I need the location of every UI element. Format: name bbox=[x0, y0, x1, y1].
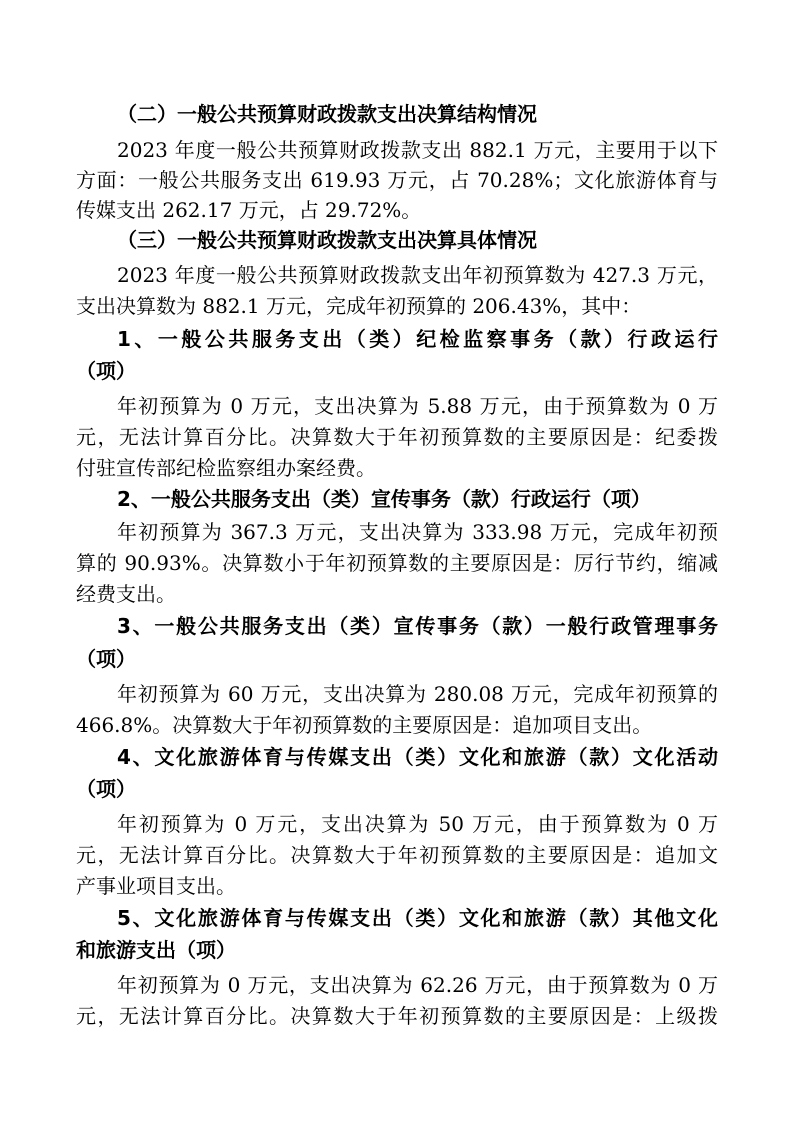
body-line: 经费支出。 bbox=[76, 582, 176, 606]
item-heading-1: 1、一般公共服务支出（类）纪检监察事务（款）行政运行 bbox=[117, 327, 718, 351]
item-heading-3-cont: （项） bbox=[76, 647, 136, 671]
item-heading-4: 4、文化旅游体育与传媒支出（类）文化和旅游（款）文化活动 bbox=[117, 745, 718, 769]
body-line: 年初预算为 367.3 万元，支出决算为 333.98 万元，完成年初预 bbox=[117, 520, 718, 544]
body-line: 元，无法计算百分比。决算数大于年初预算数的主要原因是：纪委拨 bbox=[76, 425, 718, 449]
body-line: 算的 90.93%。决算数小于年初预算数的主要原因是：厉行节约，缩减 bbox=[76, 551, 718, 575]
body-line: 年初预算为 0 万元，支出决算为 50 万元，由于预算数为 0 万 bbox=[117, 812, 718, 836]
item-heading-5: 5、文化旅游体育与传媒支出（类）文化和旅游（款）其他文化 bbox=[117, 906, 718, 930]
item-heading-3: 3、一般公共服务支出（类）宣传事务（款）一般行政管理事务 bbox=[117, 614, 718, 638]
item-heading-2: 2、一般公共服务支出（类）宣传事务（款）行政运行（项） bbox=[117, 487, 651, 511]
body-line: 付驻宣传部纪检监察组办案经费。 bbox=[76, 456, 376, 480]
body-line: 年初预算为 0 万元，支出决算为 5.88 万元，由于预算数为 0 万 bbox=[117, 394, 718, 418]
body-line: 支出决算数为 882.1 万元，完成年初预算的 206.43%，其中： bbox=[76, 294, 642, 318]
body-line: 年初预算为 0 万元，支出决算为 62.26 万元，由于预算数为 0 万 bbox=[117, 973, 718, 997]
body-line: 产事业项目支出。 bbox=[76, 874, 236, 898]
body-line: 2023 年度一般公共预算财政拨款支出年初预算数为 427.3 万元， bbox=[117, 263, 718, 287]
section-heading-2: （二）一般公共预算财政拨款支出决算结构情况 bbox=[117, 102, 537, 126]
body-line: 2023 年度一般公共预算财政拨款支出 882.1 万元，主要用于以下 bbox=[117, 138, 718, 162]
body-line: 元，无法计算百分比。决算数大于年初预算数的主要原因是：追加文 bbox=[76, 843, 718, 867]
body-line: 方面：一般公共服务支出 619.93 万元，占 70.28%；文化旅游体育与 bbox=[76, 168, 718, 192]
item-heading-4-cont: （项） bbox=[76, 777, 136, 801]
body-line: 466.8%。决算数大于年初预算数的主要原因是：追加项目支出。 bbox=[76, 713, 653, 737]
item-heading-1-cont: （项） bbox=[76, 359, 136, 383]
item-heading-5-cont: 和旅游支出（项） bbox=[76, 938, 236, 962]
section-heading-3: （三）一般公共预算财政拨款支出决算具体情况 bbox=[117, 228, 537, 252]
body-line: 元，无法计算百分比。决算数大于年初预算数的主要原因是：上级拨 bbox=[76, 1004, 718, 1028]
body-line: 年初预算为 60 万元，支出决算为 280.08 万元，完成年初预算的 bbox=[117, 682, 718, 706]
body-line: 传媒支出 262.17 万元，占 29.72%。 bbox=[76, 198, 422, 222]
